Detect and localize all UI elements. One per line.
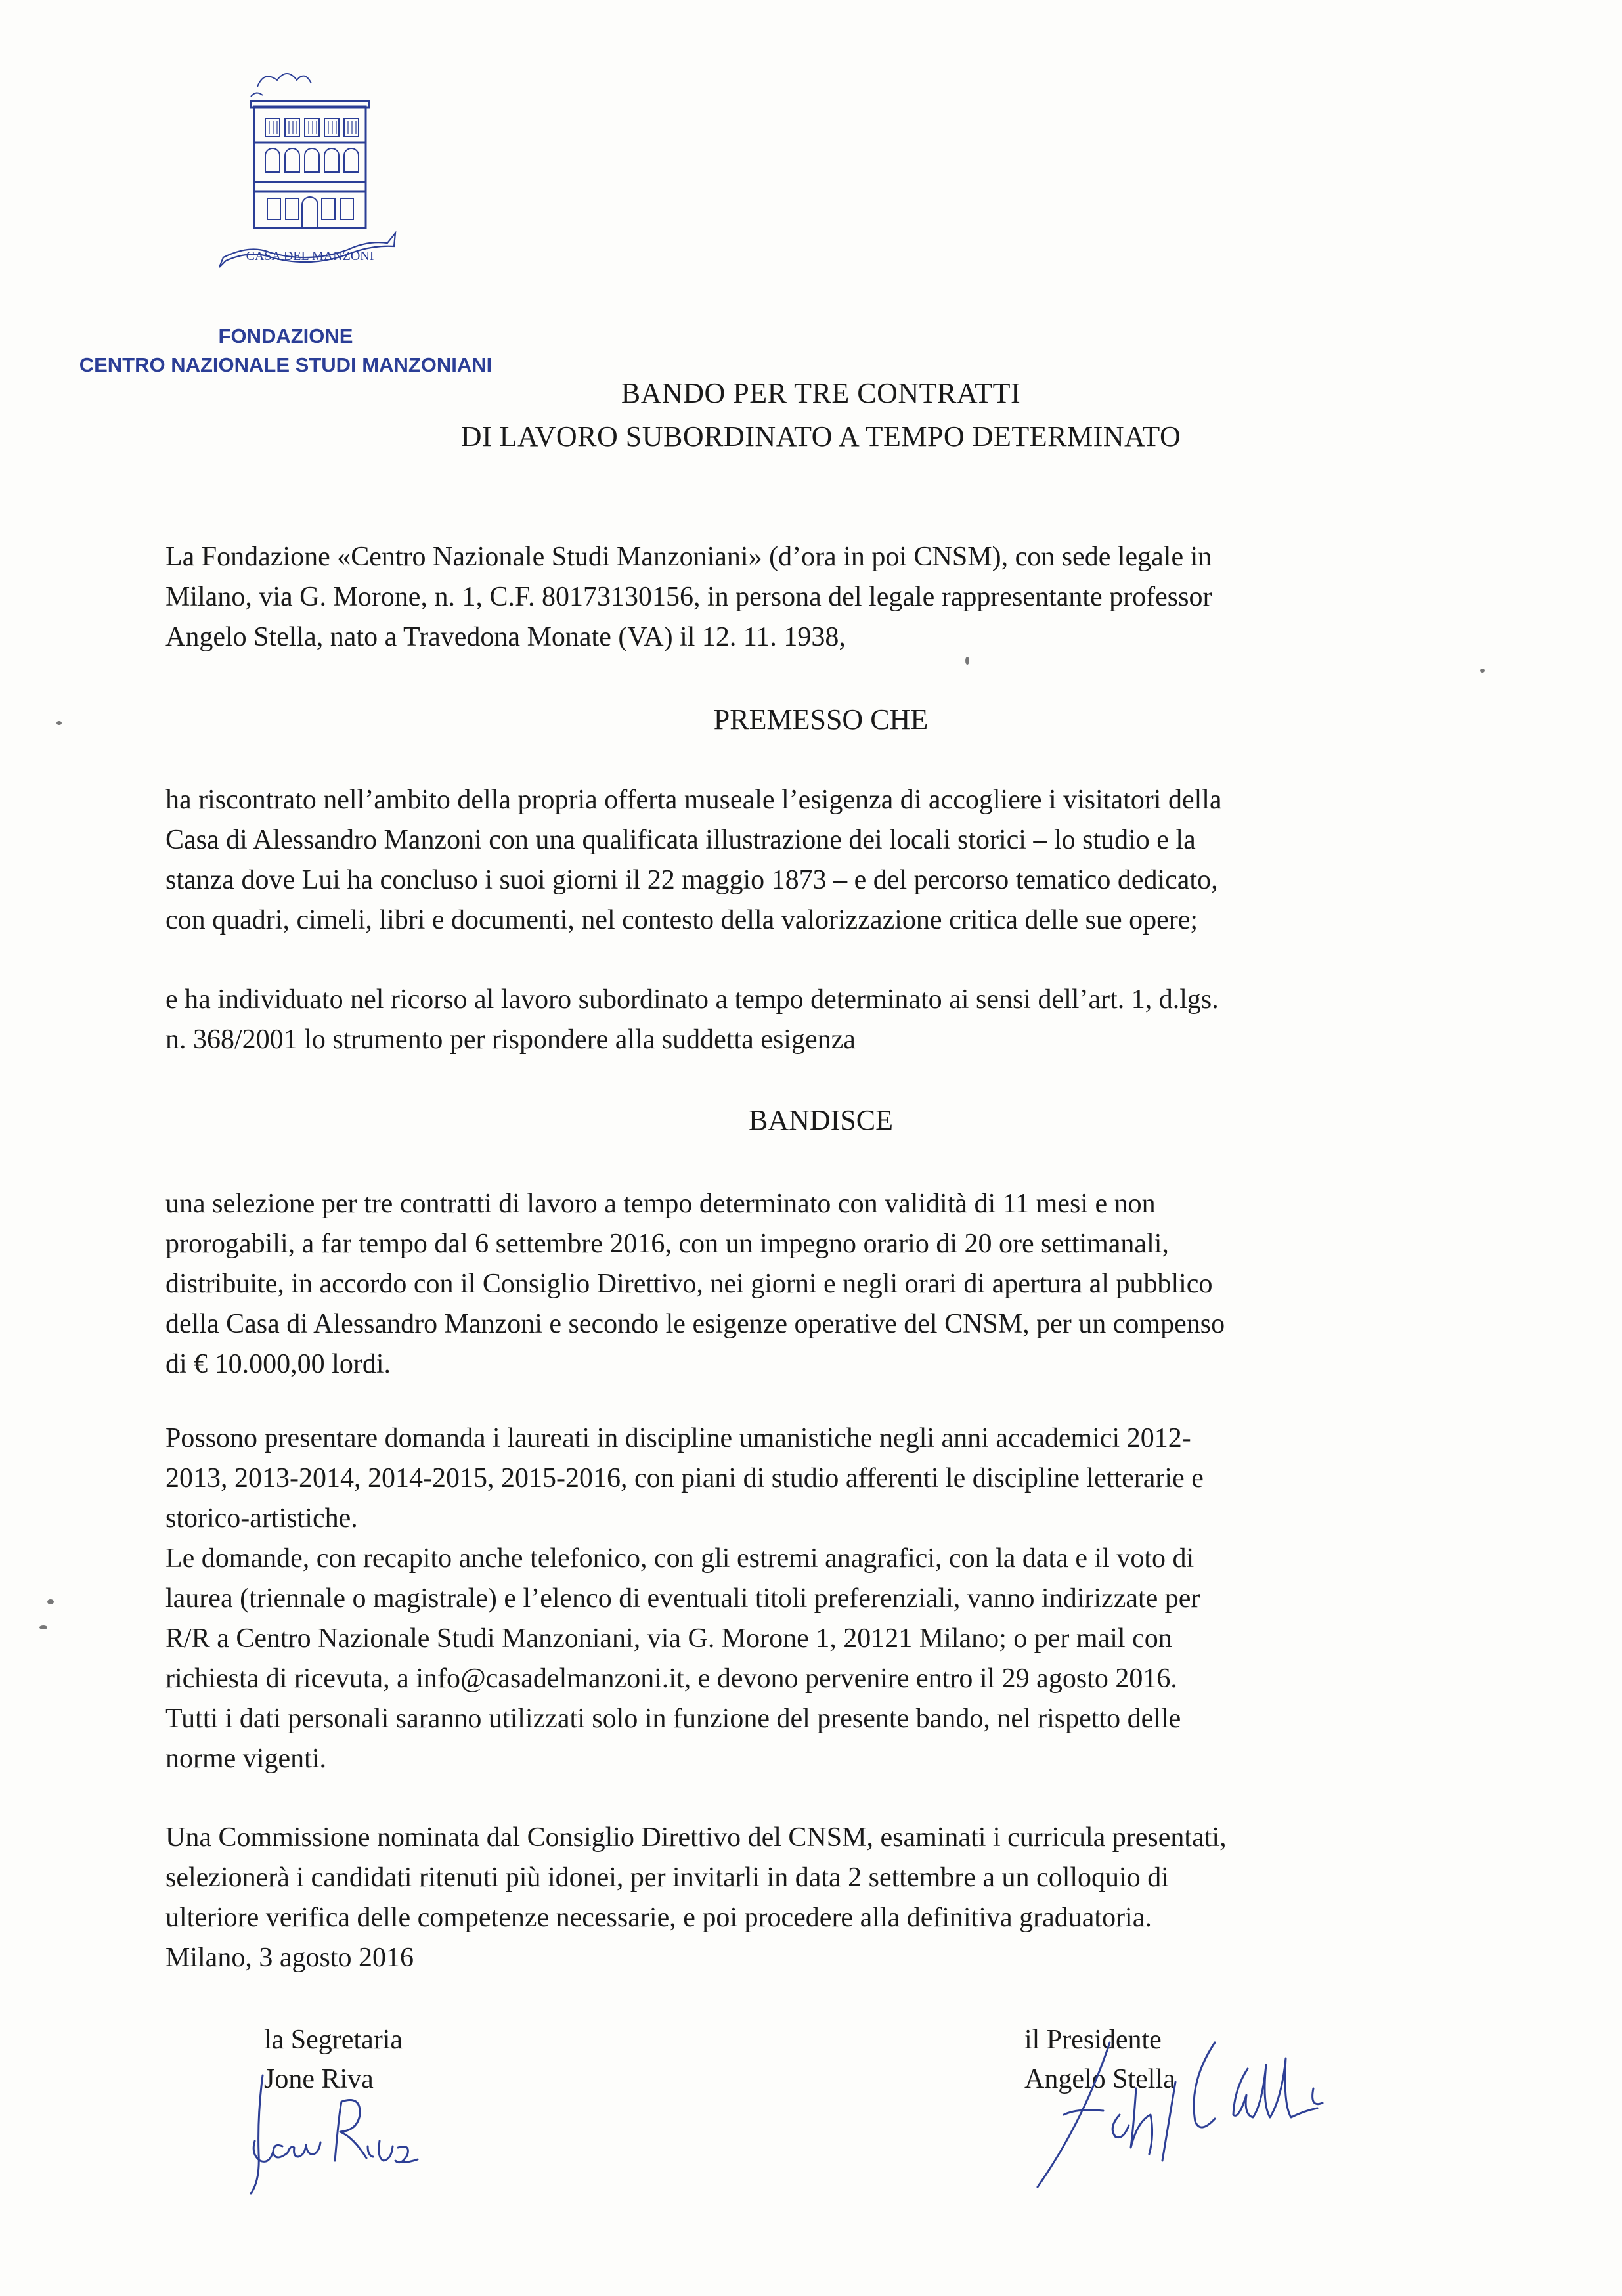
bandisce-line: Le domande, con recapito anche telefonico, con gli estremi anagrafici, con la data e il voto di bbox=[165, 1543, 1195, 1574]
document-title bbox=[302, 372, 1340, 458]
bandisce-line: selezionerà i candidati ritenuti più idonei, per invitarli in data 2 settembre a un colloquio di bbox=[165, 1863, 1169, 1893]
intro-line: Milano, via G. Morone, n. 1, C.F. 80173130156, in persona del legale rappresentante professor bbox=[165, 582, 1212, 612]
premesso-line: stanza dove Lui ha concluso i suoi giorni il 22 maggio 1873 – e del percorso tematico dedicato, bbox=[165, 865, 1218, 895]
bandisce-line: una selezione per tre contratti di lavoro a tempo determinato con validità di 11 mesi e non bbox=[165, 1189, 1156, 1219]
scan-speck bbox=[56, 721, 62, 725]
scan-speck bbox=[39, 1625, 47, 1629]
bandisce-heading: BANDISCE bbox=[748, 1104, 894, 1136]
bandisce-line: distribuite, in accordo con il Consiglio Direttivo, nei giorni e negli orari di apertura al pubblico bbox=[165, 1269, 1213, 1299]
bandisce-line: richiesta di ricevuta, a info@casadelmanzoni.it, e devono pervenire entro il 29 agosto 2016. bbox=[165, 1664, 1177, 1694]
bandisce-paragraph-2 bbox=[165, 1419, 1479, 1779]
premesso-line: con quadri, cimeli, libri e documenti, nel contesto della valorizzazione critica delle sue opere; bbox=[165, 905, 1198, 935]
bandisce-line: Tutti i dati personali saranno utilizzati solo in funzione del presente bando, nel rispetto delle bbox=[165, 1704, 1181, 1734]
bandisce-paragraph-1 bbox=[165, 1184, 1479, 1384]
bandisce-line: di € 10.000,00 lordi. bbox=[165, 1349, 391, 1379]
casa-del-manzoni-logo bbox=[211, 60, 408, 290]
premesso-line: ha riscontrato nell’ambito della propria offerta museale l’esigenza di accogliere i visitatori della bbox=[165, 785, 1222, 815]
bandisce-line: Possono presentare domanda i laureati in discipline umanistiche negli anni accademici 2012- bbox=[165, 1423, 1191, 1453]
intro-line: Angelo Stella, nato a Travedona Monate (VA) il 12. 11. 1938, bbox=[165, 622, 846, 652]
secretary-handwritten-signature bbox=[236, 2069, 486, 2200]
bandisce-line: ulteriore verifica delle competenze necessarie, e poi procedere alla definitiva graduatoria. bbox=[165, 1903, 1152, 1933]
president-role: il Presidente bbox=[1024, 2025, 1162, 2055]
organization-line-1: FONDAZIONE bbox=[218, 324, 353, 347]
organization-name bbox=[0, 322, 571, 380]
premesso-line: n. 368/2001 lo strumento per rispondere alla suddetta esigenza bbox=[165, 1025, 856, 1055]
scan-speck bbox=[1480, 669, 1485, 673]
bandisce-line: prorogabili, a far tempo dal 6 settembre 2016, con un impegno orario di 20 ore settimanali, bbox=[165, 1229, 1169, 1259]
premesso-heading: PREMESSO CHE bbox=[713, 703, 929, 736]
logo-caption: CASA DEL MANZONI bbox=[246, 249, 374, 263]
intro-paragraph bbox=[165, 537, 1479, 657]
secretary-role: la Segretaria bbox=[264, 2025, 403, 2055]
title-line-1: BANDO PER TRE CONTRATTI bbox=[621, 377, 1021, 409]
premesso-line: e ha individuato nel ricorso al lavoro subordinato a tempo determinato ai sensi dell’art. 1, d.lgs. bbox=[165, 984, 1219, 1015]
scan-speck bbox=[47, 1599, 54, 1604]
bandisce-line: 2013, 2013-2014, 2014-2015, 2015-2016, con piani di studio afferenti le discipline letterarie e bbox=[165, 1463, 1204, 1493]
date-line: Milano, 3 agosto 2016 bbox=[165, 1943, 414, 1973]
premesso-line: Casa di Alessandro Manzoni con una qualificata illustrazione dei locali storici – lo studio e la bbox=[165, 825, 1196, 855]
bandisce-paragraph-3 bbox=[165, 1818, 1479, 1978]
president-handwritten-signature bbox=[978, 2016, 1451, 2213]
bandisce-line: Una Commissione nominata dal Consiglio Direttivo del CNSM, esaminati i curricula presentati, bbox=[165, 1822, 1227, 1853]
secretary-name: Jone Riva bbox=[264, 2064, 374, 2094]
bandisce-line: norme vigenti. bbox=[165, 1744, 326, 1774]
organization-line-2: CENTRO NAZIONALE STUDI MANZONIANI bbox=[79, 353, 493, 376]
bandisce-line: R/R a Centro Nazionale Studi Manzoniani, via G. Morone 1, 20121 Milano; o per mail con bbox=[165, 1623, 1172, 1654]
premesso-paragraph-2 bbox=[165, 980, 1479, 1060]
scan-speck bbox=[965, 657, 969, 665]
title-line-2: DI LAVORO SUBORDINATO A TEMPO DETERMINATO bbox=[460, 420, 1181, 453]
bandisce-line: laurea (triennale o magistrale) e l’elenco di eventuali titoli preferenziali, vanno indirizzate per bbox=[165, 1583, 1200, 1614]
president-name: Angelo Stella bbox=[1024, 2064, 1175, 2094]
intro-line: La Fondazione «Centro Nazionale Studi Manzoniani» (d’ora in poi CNSM), con sede legale in bbox=[165, 542, 1212, 572]
premesso-paragraph-1 bbox=[165, 780, 1479, 940]
bandisce-line: storico-artistiche. bbox=[165, 1503, 358, 1534]
bandisce-line: della Casa di Alessandro Manzoni e secondo le esigenze operative del CNSM, per un compenso bbox=[165, 1309, 1225, 1339]
